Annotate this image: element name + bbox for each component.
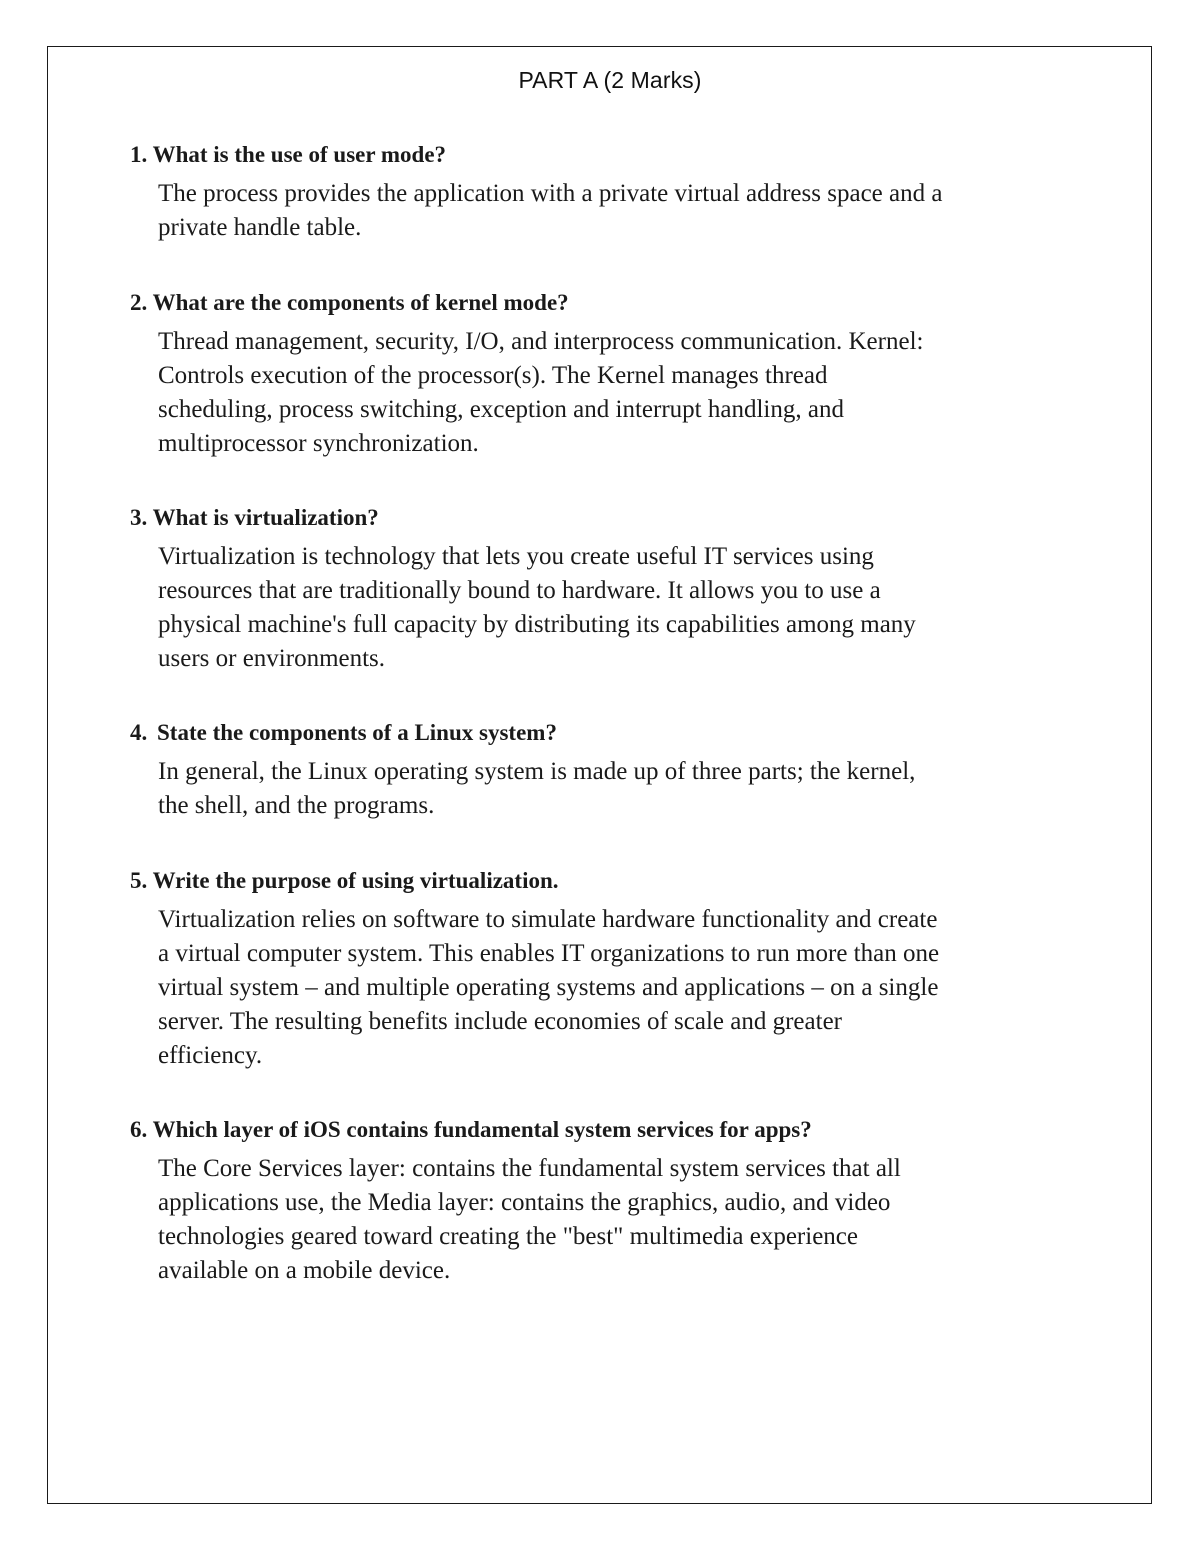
answer-line: multiprocessor synchronization. — [158, 430, 479, 457]
answer-5 — [158, 903, 1133, 1073]
answer-4 — [158, 755, 1133, 823]
question-2 — [130, 288, 1130, 320]
question-item-3 — [130, 503, 1130, 676]
question-5 — [130, 866, 1130, 898]
answer-line: scheduling, process switching, exception and interrupt handling, and — [158, 396, 844, 423]
answer-2 — [158, 325, 1133, 461]
question-4 — [130, 718, 1130, 750]
answer-line: users or environments. — [158, 645, 386, 672]
answer-line: technologies geared toward creating the "best" multimedia experience — [158, 1223, 858, 1250]
answer-line: a virtual computer system. This enables IT organizations to run more than one — [158, 940, 940, 967]
answer-3 — [158, 540, 1133, 676]
question-item-6 — [130, 1115, 1130, 1288]
answer-line: private handle table. — [158, 214, 362, 241]
question-number: 6. — [130, 1117, 148, 1142]
question-item-1 — [130, 140, 1130, 245]
answer-line: In general, the Linux operating system is made up of three parts; the kernel, — [158, 758, 916, 785]
answer-1 — [158, 177, 1133, 245]
answer-line: resources that are traditionally bound to hardware. It allows you to use a — [158, 577, 881, 604]
question-number: 1. — [130, 142, 148, 167]
question-item-5 — [130, 866, 1130, 1073]
answer-line: physical machine's full capacity by distributing its capabilities among many — [158, 611, 916, 638]
question-6 — [130, 1115, 1130, 1147]
answer-line: Controls execution of the processor(s). The Kernel manages thread — [158, 362, 828, 389]
answer-line: available on a mobile device. — [158, 1257, 451, 1284]
answer-line: applications use, the Media layer: contains the graphics, audio, and video — [158, 1189, 891, 1216]
answer-line: Virtualization is technology that lets you create useful IT services using — [158, 543, 874, 570]
question-text: State the components of a Linux system? — [157, 720, 557, 745]
question-1 — [130, 140, 1130, 172]
answer-6 — [158, 1152, 1133, 1288]
answer-line: virtual system – and multiple operating systems and applications – on a single — [158, 974, 939, 1001]
question-item-4 — [130, 718, 1130, 823]
question-number: 4. — [130, 720, 148, 745]
part-heading: PART A (2 Marks) — [518, 67, 702, 93]
question-item-2 — [130, 288, 1130, 461]
question-text: What is the use of user mode? — [152, 142, 447, 167]
answer-line: the shell, and the programs. — [158, 792, 435, 819]
question-text: What is virtualization? — [152, 505, 379, 530]
question-text: Which layer of iOS contains fundamental system services for apps? — [152, 1117, 812, 1142]
answer-line: Virtualization relies on software to simulate hardware functionality and create — [158, 906, 938, 933]
answer-line: The Core Services layer: contains the fundamental system services that all — [158, 1155, 901, 1182]
question-number: 5. — [130, 868, 148, 893]
answer-line: server. The resulting benefits include economies of scale and greater — [158, 1008, 842, 1035]
answer-line: The process provides the application with a private virtual address space and a — [158, 180, 943, 207]
question-number: 2. — [130, 290, 148, 315]
question-number: 3. — [130, 505, 148, 530]
question-3 — [130, 503, 1130, 535]
question-text: What are the components of kernel mode? — [152, 290, 569, 315]
answer-line: Thread management, security, I/O, and interprocess communication. Kernel: — [158, 328, 924, 355]
question-text: Write the purpose of using virtualization. — [152, 868, 559, 893]
answer-line: efficiency. — [158, 1042, 263, 1069]
